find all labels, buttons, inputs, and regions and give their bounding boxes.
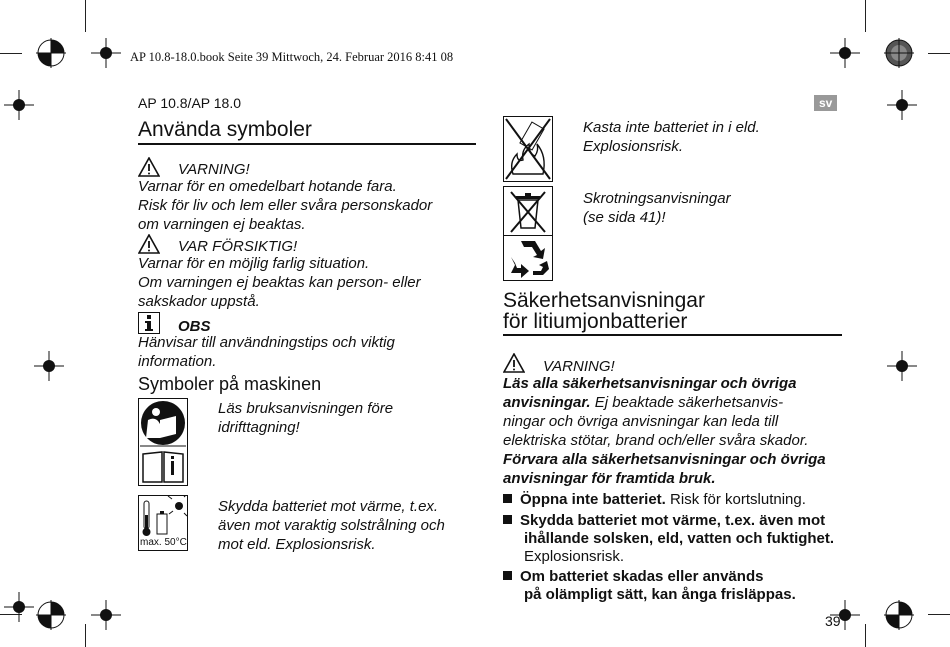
info-icon [138, 312, 160, 334]
read-manual-icon [138, 398, 188, 486]
bullet-icon [503, 515, 512, 524]
warning-triangle-icon [503, 353, 525, 373]
crosshair-mark-icon [887, 90, 917, 120]
safety-title-line: Säkerhetsanvisningar [503, 289, 705, 312]
bullet-icon [503, 571, 512, 580]
bullet-bold: Skydda batteriet mot värme, t.ex. även mot [520, 512, 826, 529]
caution-line: sakskador uppstå. [138, 293, 260, 310]
language-badge: sv [814, 95, 837, 111]
section-title: Använda symboler [138, 118, 312, 141]
print-header: AP 10.8-18.0.book Seite 39 Mittwoch, 24. Februar 2016 8:41 08 [130, 50, 454, 64]
paragraph-line [503, 393, 783, 412]
bullet-item [503, 490, 806, 509]
bullet-continuation: på olämpligt sätt, kan ånga frisläppas. [524, 586, 796, 603]
crop-line [928, 53, 950, 54]
crosshair-mark-icon [91, 600, 121, 630]
paragraph-bold: anvisningar för framtida bruk. [503, 470, 716, 487]
fire-line: Explosionsrisk. [583, 138, 684, 155]
model-label: AP 10.8/AP 18.0 [138, 95, 242, 111]
crosshair-mark-icon [4, 90, 34, 120]
bullet-item [503, 511, 825, 530]
warning-line: Risk för liv och lem eller svåra personskador [138, 197, 433, 214]
note-line: information. [138, 353, 217, 370]
crop-line [928, 614, 950, 615]
bullet-bold: Om batteriet skadas eller används [520, 568, 764, 585]
title-rule [503, 334, 842, 336]
caution-line: Om varningen ej beaktas kan person- eller [138, 274, 421, 291]
paragraph-line: elektriska stötar, brand och/eller svåra skador. [503, 432, 809, 449]
title-rule [138, 143, 476, 145]
registration-mark-icon [884, 38, 914, 68]
caution-label: VAR FÖRSIKTIG! [178, 238, 298, 255]
registration-mark-icon [36, 38, 66, 68]
bullet-item [503, 567, 763, 586]
warning-triangle-icon [138, 157, 160, 177]
paragraph-text: Ej beaktade säkerhetsanvis- [590, 394, 784, 411]
registration-mark-icon [36, 600, 66, 630]
temperature-label: max. 50°C [140, 537, 187, 548]
warning-line: om varningen ej beaktas. [138, 216, 306, 233]
manual-line: Läs bruksanvisningen före [218, 400, 394, 417]
crop-line [85, 624, 86, 647]
bullet-continuation: Explosionsrisk. [524, 548, 625, 565]
warning-label: VARNING! [543, 358, 615, 375]
crosshair-mark-icon [830, 38, 860, 68]
bullet-bold: Öppna inte batteriet. [520, 491, 666, 508]
heat-line: även mot varaktig solstrålning och [218, 517, 445, 534]
no-fire-icon [503, 116, 553, 182]
fire-line: Kasta inte batteriet in i eld. [583, 119, 760, 136]
disposal-line: Skrotningsanvisningar [583, 190, 731, 207]
warning-label: VARNING! [178, 161, 250, 178]
crosshair-mark-icon [91, 38, 121, 68]
crosshair-mark-icon [887, 351, 917, 381]
paragraph-line: ningar och övriga anvisningar kan leda till [503, 413, 779, 430]
crosshair-mark-icon [4, 592, 34, 622]
bullet-continuation: ihållande solsken, eld, vatten och fuktighet. [524, 530, 835, 547]
crop-line [865, 624, 866, 647]
bullet-icon [503, 494, 512, 503]
heat-line: mot eld. Explosionsrisk. [218, 536, 376, 553]
crop-line [85, 0, 86, 32]
machine-symbols-title: Symboler på maskinen [138, 374, 322, 394]
bullet-text: Risk för kortslutning. [665, 491, 806, 508]
heat-line: Skydda batteriet mot värme, t.ex. [218, 498, 439, 515]
page-number: 39 [825, 613, 841, 629]
recycle-icon [503, 235, 553, 281]
paragraph-bold: Läs alla säkerhetsanvisningar och övriga [503, 375, 797, 392]
paragraph-bold: anvisningar. [503, 394, 591, 411]
note-line: Hänvisar till användningstips och viktig [138, 334, 395, 351]
caution-line: Varnar för en möjlig farlig situation. [138, 255, 370, 272]
crop-line [865, 0, 866, 32]
note-label: OBS [178, 318, 211, 335]
disposal-line: (se sida 41)! [583, 209, 666, 226]
crosshair-mark-icon [34, 351, 64, 381]
safety-title-line: för litiumjonbatterier [503, 310, 688, 333]
crop-line [0, 53, 22, 54]
manual-line: idrifttagning! [218, 419, 300, 436]
warning-line: Varnar för en omedelbart hotande fara. [138, 178, 397, 195]
paragraph-bold: Förvara alla säkerhetsanvisningar och övriga [503, 451, 826, 468]
crossed-bin-icon [503, 186, 553, 236]
warning-triangle-icon [138, 234, 160, 254]
registration-mark-icon [884, 600, 914, 630]
